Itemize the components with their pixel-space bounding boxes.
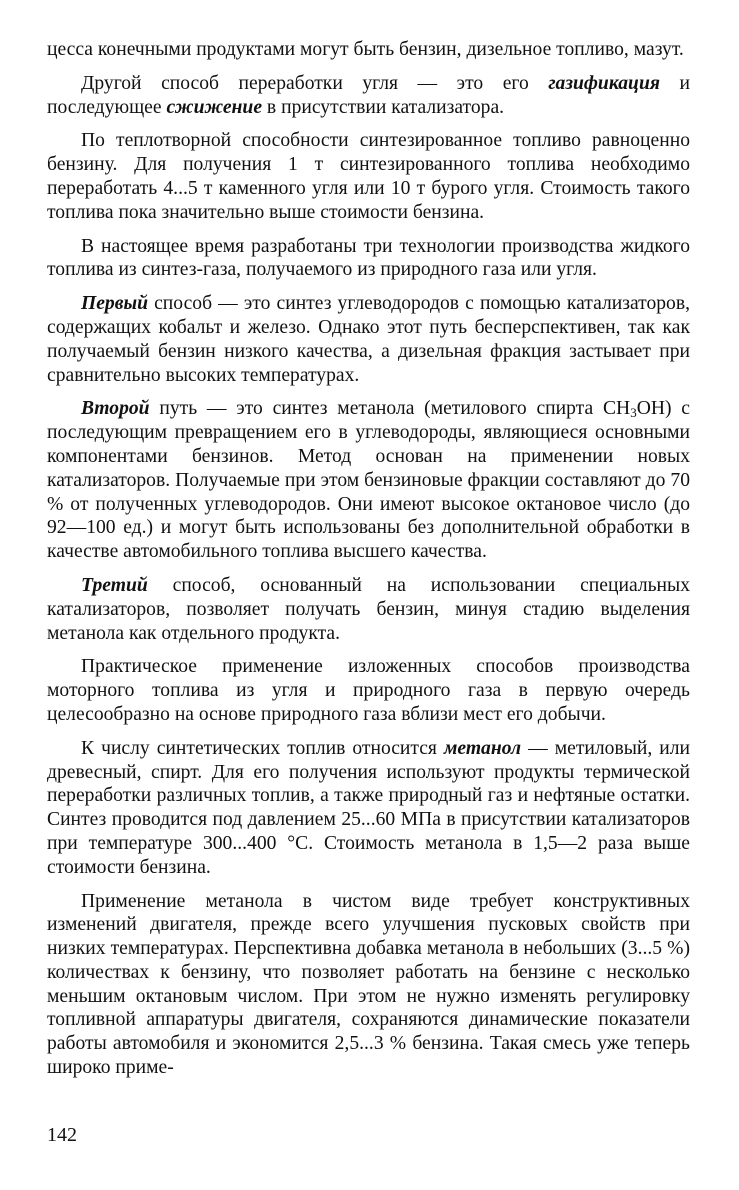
text-run: и последующее (47, 72, 690, 118)
paragraph (47, 38, 690, 62)
text-run: цесса конечными продуктами могут быть бензин, дизельное топливо, мазут. (47, 39, 684, 60)
page-number: 142 (47, 1124, 77, 1146)
subscript: 3 (630, 405, 637, 421)
text-run: По теплотворной способности синтезированное топливо равноценно бензину. Для получения 1 т синтезированного топлива необходимо переработать 4...5 т каменного угля или 10 т бурого угля. Стоимость такого топлива пока значительно выше стоимости бензина. (47, 130, 690, 223)
text-run: Другой способ переработки угля — это его (81, 72, 549, 94)
emphasized-term: Второй (81, 398, 150, 420)
paragraph (47, 397, 690, 564)
text-run: В настоящее время разработаны три технологии производства жидкого топлива из синтез-газа, получаемого из природного газа или угля. (47, 235, 690, 281)
paragraph (47, 737, 690, 880)
paragraph (47, 890, 690, 1080)
text-run: в присутствии катализатора. (262, 96, 505, 118)
paragraph (47, 655, 690, 726)
text-run: способ, основанный на использовании специальных катализаторов, позволяет получать бензин, минуя стадию выделения метанола как отдельного продукта. (47, 574, 690, 644)
text-run: — метиловый, или древесный, спирт. Для его получения используют продукты термической переработки различных топлив, а также природный газ и нефтяные остатки. Синтез проводится под давлением 25...60 МПа в присутствии катализаторов при температуре 300...400 °С. Стоимость метанола в 1,5—2 раза выше стоимости бензина. (47, 737, 691, 878)
paragraph (47, 292, 690, 387)
emphasized-term: метанол (443, 737, 522, 759)
text-run: Применение метанола в чистом виде требует конструктивных изменений двигателя, прежде всего улучшения пусковых свойств при низких температурах. Перспективна добавка метанола в небольших (3...5 %) количествах к бензину, что позволяет работать на бензине с несколько меньшим октановым числом. При этом не нужно изменять регулировку топливной аппаратуры двигателя, сохраняются динамические показатели работы автомобиля и экономится 2,5...3 % бензина. Такая смесь уже теперь широко приме- (47, 890, 690, 1079)
emphasized-term: Третий (81, 574, 148, 596)
paragraph (47, 129, 690, 224)
text-run: Практическое применение изложенных способов производства моторного топлива из угля и природного газа в первую очередь целесообразно на основе природного газа вблизи мест его добычи. (47, 656, 690, 725)
text-run: OH) с последующим превращением его в углеводороды, являющиеся основными компонентами бензинов. Метод основан на применении новых катализаторов. Получаемые при этом бензиновые фракции составляют до 70 % от полученных углеводородов. Они имеют высокое октановое число (до 92—100 ед.) и могут быть использованы без дополнительной обработки в качестве автомобильного топлива высшего качества. (47, 398, 690, 563)
text-run: путь — это синтез метанола (метилового спирта CH (149, 398, 631, 420)
paragraph (47, 574, 690, 645)
paragraph (47, 72, 690, 120)
text-run: способ — это синтез углеводородов с помощью катализаторов, содержащих кобальт и железо. Однако этот путь бесперспективен, так как получаемый бензин низкого качества, а дизельная фракция застывает при сравнительно высоких температурах. (47, 293, 690, 386)
paragraph (47, 235, 690, 283)
emphasized-term: Первый (81, 293, 148, 315)
text-run: К числу синтетических топлив относится (81, 737, 444, 759)
body-text (47, 38, 690, 1080)
emphasized-term: газификация (548, 72, 660, 94)
emphasized-term: сжижение (166, 96, 263, 118)
